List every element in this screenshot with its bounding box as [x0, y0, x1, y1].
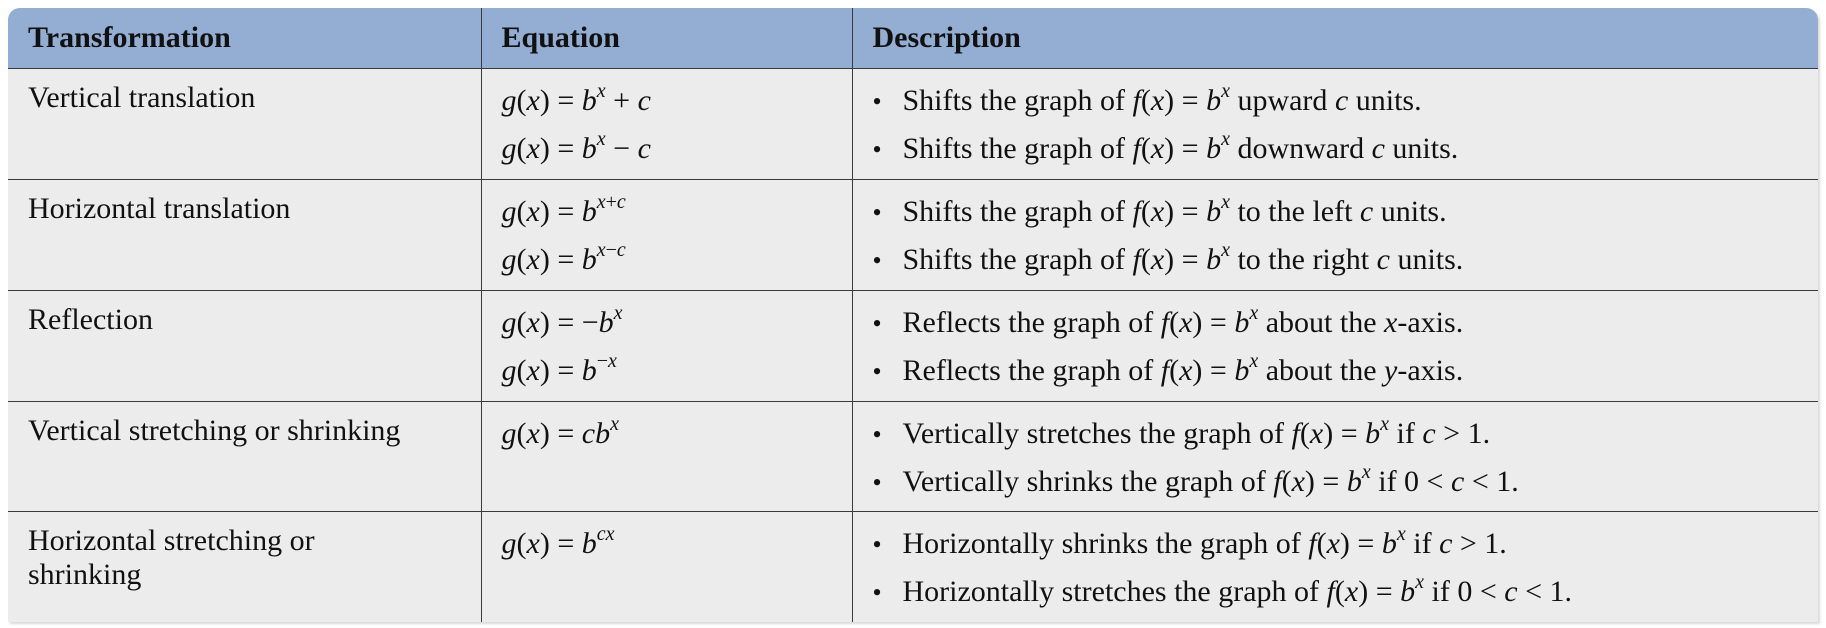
function-expression: $f(x) = b^x$ [1132, 238, 1230, 276]
function-expression: $f(x) = b^x$ [1291, 412, 1390, 450]
bullet-icon: • [872, 419, 882, 449]
description-item: • Shifts the graph of $f(x) = b^x$ upward c units. [873, 77, 1819, 125]
equation: $g(x) = b^{x+c}$ [501, 190, 626, 228]
transformations-table-container [8, 8, 1818, 622]
description-cell [852, 401, 1818, 511]
transformation-cell [8, 68, 481, 179]
description-item: • Vertically shrinks the graph of $f(x) = b^x$ if 0 < c < 1. [873, 458, 1819, 506]
bullet-icon: • [872, 308, 882, 338]
function-expression: $f(x) = b^x$ [1132, 190, 1230, 228]
description-cell [852, 179, 1818, 290]
function-expression: $f(x) = b^x$ [1160, 301, 1259, 339]
bullet-icon: • [872, 356, 882, 386]
equation-cell [481, 511, 852, 622]
transformation-cell [8, 401, 481, 511]
function-expression: $f(x) = b^x$ [1273, 460, 1371, 498]
table-row [8, 401, 1818, 511]
header-description: Description [852, 8, 1818, 68]
description-item: • Vertically stretches the graph of $f(x) = b^x$ if c > 1. [873, 410, 1819, 458]
transformation-cell [8, 511, 481, 622]
transformation-name: Horizontal translation [28, 191, 291, 225]
equation: $g(x) = cb^x$ [501, 412, 619, 450]
table-header-row [8, 8, 1818, 68]
table-body [8, 68, 1818, 622]
function-expression: $f(x) = b^x$ [1326, 570, 1425, 608]
description-cell [852, 511, 1818, 622]
function-expression: $f(x) = b^x$ [1132, 79, 1230, 117]
table-row [8, 511, 1818, 622]
equation-cell [481, 68, 852, 179]
description-item: • Horizontally shrinks the graph of $f(x) = b^x$ if c > 1. [873, 520, 1819, 568]
bullet-icon: • [872, 577, 882, 607]
function-expression: $f(x) = b^x$ [1308, 522, 1406, 560]
equation-cell [481, 290, 852, 401]
equation: $g(x) = b^{-x}$ [501, 349, 617, 387]
bullet-icon: • [872, 134, 882, 164]
function-expression: $f(x) = b^x$ [1160, 349, 1259, 387]
bullet-icon: • [872, 467, 882, 497]
table-row [8, 179, 1818, 290]
equation: $g(x) = b^x + c$ [501, 79, 651, 117]
description-item: • Shifts the graph of $f(x) = b^x$ to the left c units. [873, 188, 1819, 236]
transformation-name: Reflection [28, 302, 153, 336]
equation-cell [481, 401, 852, 511]
description-item: • Shifts the graph of $f(x) = b^x$ downward c units. [873, 125, 1819, 173]
bullet-icon: • [872, 197, 882, 227]
header-equation: Equation [481, 8, 852, 68]
description-item: • Reflects the graph of $f(x) = b^x$ about the x-axis. [873, 299, 1819, 347]
equation: $g(x) = b^{cx}$ [501, 522, 615, 560]
description-item: • Horizontally stretches the graph of $f(x) = b^x$ if 0 < c < 1. [873, 568, 1819, 616]
description-cell [852, 290, 1818, 401]
table-row [8, 68, 1818, 179]
bullet-icon: • [872, 529, 882, 559]
transformation-name: Vertical translation [28, 80, 256, 114]
bullet-icon: • [872, 245, 882, 275]
transformation-cell [8, 179, 481, 290]
transformation-name: Horizontal stretching or shrinking [28, 523, 315, 591]
transformation-cell [8, 290, 481, 401]
equation: $g(x) = b^x - c$ [501, 127, 651, 165]
bullet-icon: • [872, 86, 882, 116]
equation-cell [481, 179, 852, 290]
description-item: • Reflects the graph of $f(x) = b^x$ about the y-axis. [873, 347, 1819, 395]
equation: $g(x) = -b^x$ [501, 301, 623, 339]
header-transformation: Transformation [8, 8, 481, 68]
function-expression: $f(x) = b^x$ [1132, 127, 1230, 165]
equation: $g(x) = b^{x-c}$ [501, 238, 626, 276]
transformations-table [8, 8, 1818, 622]
transformation-name: Vertical stretching or shrinking [28, 413, 401, 447]
table-row [8, 290, 1818, 401]
description-cell [852, 68, 1818, 179]
description-item: • Shifts the graph of $f(x) = b^x$ to the right c units. [873, 236, 1819, 284]
